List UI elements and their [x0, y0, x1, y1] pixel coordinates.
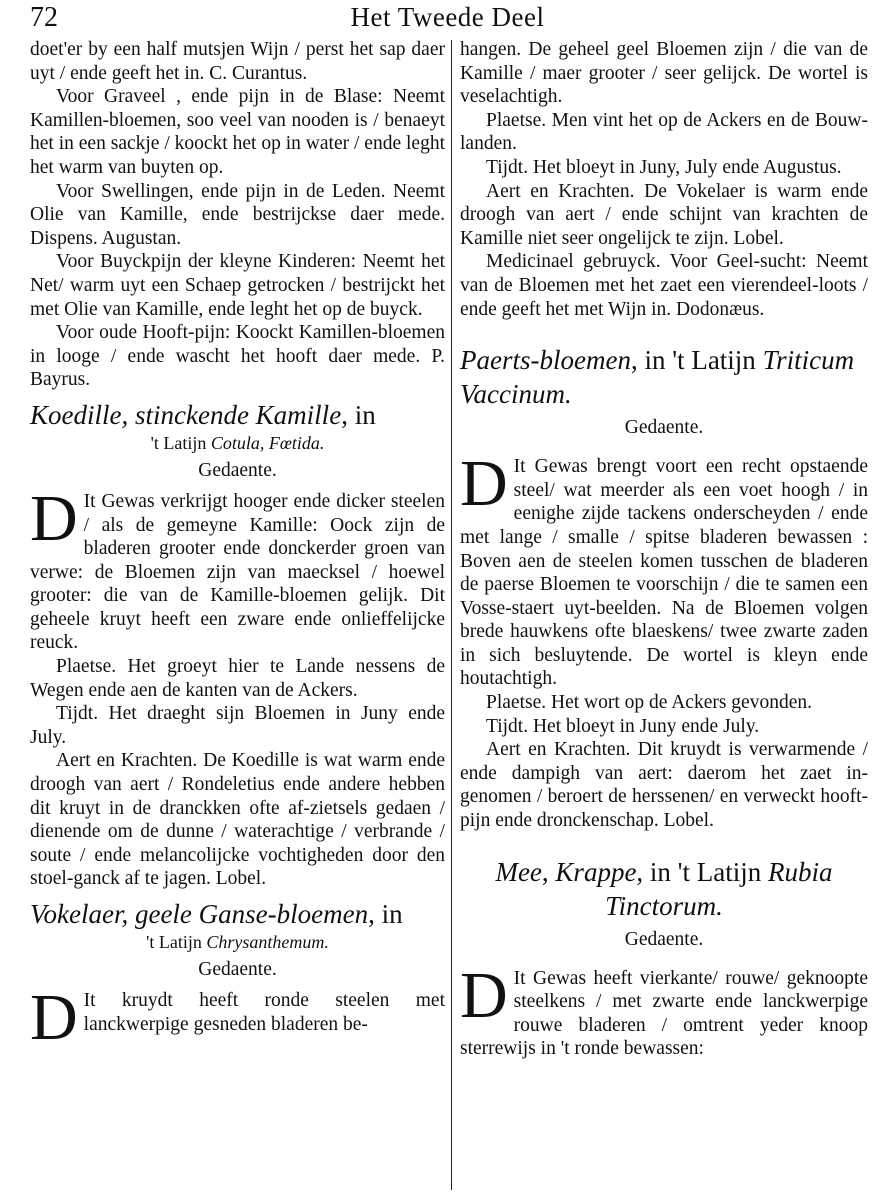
latin-term: Cotula, Fœtida.	[210, 432, 325, 453]
heading-italic: Koedille, stinckende Kamille	[30, 399, 342, 430]
paragraph-dropcap	[460, 447, 868, 691]
spacer	[460, 447, 868, 455]
paragraph: Voor Buyckpijn der kleyne Kinderen: Neemt het Net/ warm uyt een Schaep getrocken / bestrijckt het met Olie van Kamille, ende leght het op de buyck.	[30, 251, 445, 320]
paragraph: Aert en Krachten. De Vokelaer is warm ende droogh van aert / ende schijnt van krachten de Kamille niet seer ongelijck te zijn. Lobel.	[460, 180, 868, 249]
paragraph: Aert en Krachten. Dit kruydt is verwarmende / ende dampigh van aert: daerom het zaet in-genomen / beroert de herssenen/ en verweckt hooft-pijn ende dronckenschap. Lobel.	[460, 739, 868, 832]
drop-cap: D	[30, 481, 78, 555]
heading-mid: , in 't Latijn	[636, 856, 769, 887]
paragraph: Plaetse. Het groeyt hier te Lande nessens de Wegen ende aen de kanten van de Ackers.	[30, 656, 445, 701]
running-title: Het Tweede Deel	[350, 2, 545, 32]
paragraph: Tijdt. Het bloeyt in Juny ende July.	[486, 715, 760, 737]
section-heading	[460, 343, 868, 411]
paragraph: doet'er by een half mutsjen Wijn / perst het sap daer uyt / ende geeft het in. C. Curantus.	[30, 39, 445, 84]
paragraph-text: It Gewas heeft vierkante/ rouwe/ geknoopte steelkens / met zwarte ende lanckwerpige rouwe bladeren / omtrent yeder knoop sterrewijs in 't ronde bewassen:	[460, 967, 868, 1060]
paragraph: Voor oude Hooft-pijn: Koockt Kamillen-bloemen in looge / ende wascht het hooft daer mede. P. Bayrus.	[30, 322, 445, 391]
latin-prefix: 't Latijn	[146, 932, 207, 952]
heading-italic: Mee	[495, 856, 542, 887]
subheading: Gedaente.	[198, 959, 277, 980]
drop-cap: D	[30, 981, 78, 1054]
drop-cap: D	[460, 447, 508, 521]
heading-italic: Krappe	[555, 856, 637, 887]
section-heading	[460, 855, 868, 923]
paragraph-text: It Gewas brengt voort een recht opstaende steel/ wat meerder als een voet hoogh / in eenighe zijde tackens onderscheyden / ende met lange / smalle / spitse bladeren bewassen : Boven aen de steelen komen tusschen de bladeren de paerse Bloemen te voorschijn / die te samen een Vosse-staert uyt-beelden. Na de Bloemen volgen brede hauwkens ofte blaeskens/ twee zwarte zaden in sich besluytende. De wortel is kleyn ende houtachtigh.	[460, 456, 868, 690]
paragraph: Medicinael gebruyck. Voor Geel-sucht: Neemt van de Bloemen met het zaet een vierendeel-loots / ende geeft het met Wijn in. Dodonæus.	[460, 251, 868, 320]
paragraph: Plaetse. Men vint het op de Ackers en de Bouw-landen.	[460, 109, 868, 155]
paragraph: Tijdt. Het bloeyt in Juny, July ende Augustus.	[486, 156, 842, 178]
paragraph-dropcap	[30, 981, 445, 1054]
latin-name	[30, 931, 445, 953]
paragraph: Voor Graveel , ende pijn in de Blase: Neemt Kamillen-bloemen, soo veel van nooden is / benaeyt het in een sackje / koockt het op in water / ende leght het warm van buyten op.	[30, 86, 445, 178]
column-divider	[451, 40, 452, 1190]
right-column	[460, 38, 868, 1061]
latin-term: Chrysanthemum.	[206, 932, 329, 952]
section-heading	[30, 897, 445, 931]
latin-term: Triticum Vaccinum.	[460, 345, 855, 410]
paragraph: Tijdt. Het draeght sijn Bloemen in Juny ende July.	[30, 703, 445, 748]
heading-sep: ,	[541, 856, 556, 887]
spacer	[460, 321, 868, 337]
heading-italic: Vokelaer, geele Ganse-bloemen	[30, 899, 369, 929]
paragraph-dropcap	[30, 481, 445, 655]
page-number: 72	[30, 2, 58, 33]
paragraph-text: It kruydt heeft ronde steelen met lanckwerpige gesneden bladeren be-	[83, 990, 445, 1035]
latin-term: Rubia Tinctorum.	[605, 856, 833, 921]
subheading: Gedaente.	[624, 928, 704, 950]
heading-italic: Paerts-bloemen	[460, 345, 631, 376]
subheading: Gedaente.	[624, 417, 704, 439]
heading-rest: , in	[368, 899, 403, 929]
left-column	[30, 38, 445, 1054]
page-header	[0, 2, 895, 36]
spacer	[460, 833, 868, 849]
heading-mid: , in 't Latijn	[630, 345, 763, 376]
drop-cap: D	[460, 958, 508, 1032]
paragraph-text: It Gewas verkrijgt hooger ende dicker steelen / als de gemeyne Kamille: Oock zijn de bladeren grooter ende donckerder groen van verwe: de Bloemen zijn van maecksel / hoewel grooter: die van de Kamille-bloemen gelijk. Dit geheele kruyt heeft een zware ende onlieffelijcke reuck.	[30, 490, 445, 654]
subheading: Gedaente.	[198, 459, 277, 481]
latin-prefix: 't Latijn	[150, 432, 211, 453]
paragraph: Aert en Krachten. De Koedille is wat warm ende droogh van aert / Rondeletius ende andere hebben dit kruyt in de dranckken ofte af-zietsels gedaen / dienende om de dunne / waterachtige / verbrande / soute / ende melancolijcke vochtigheden door den stoel-ganck af te jagen. Lobel.	[30, 750, 445, 890]
paragraph: Plaetse. Het wort op de Ackers gevonden.	[486, 692, 812, 714]
section-heading	[30, 398, 445, 432]
spacer	[460, 959, 868, 967]
paragraph-dropcap	[460, 958, 868, 1061]
latin-name	[30, 432, 445, 454]
paragraph: Voor Swellingen, ende pijn in de Leden. Neemt Olie van Kamille, ende bestrijckse daer mede. Dispens. Augustan.	[30, 180, 445, 249]
paragraph: hangen. De geheel geel Bloemen zijn / die van de Kamille / maer grooter / seer gelijck. De wortel is veselachtigh.	[460, 39, 868, 108]
heading-rest: , in	[341, 399, 376, 430]
